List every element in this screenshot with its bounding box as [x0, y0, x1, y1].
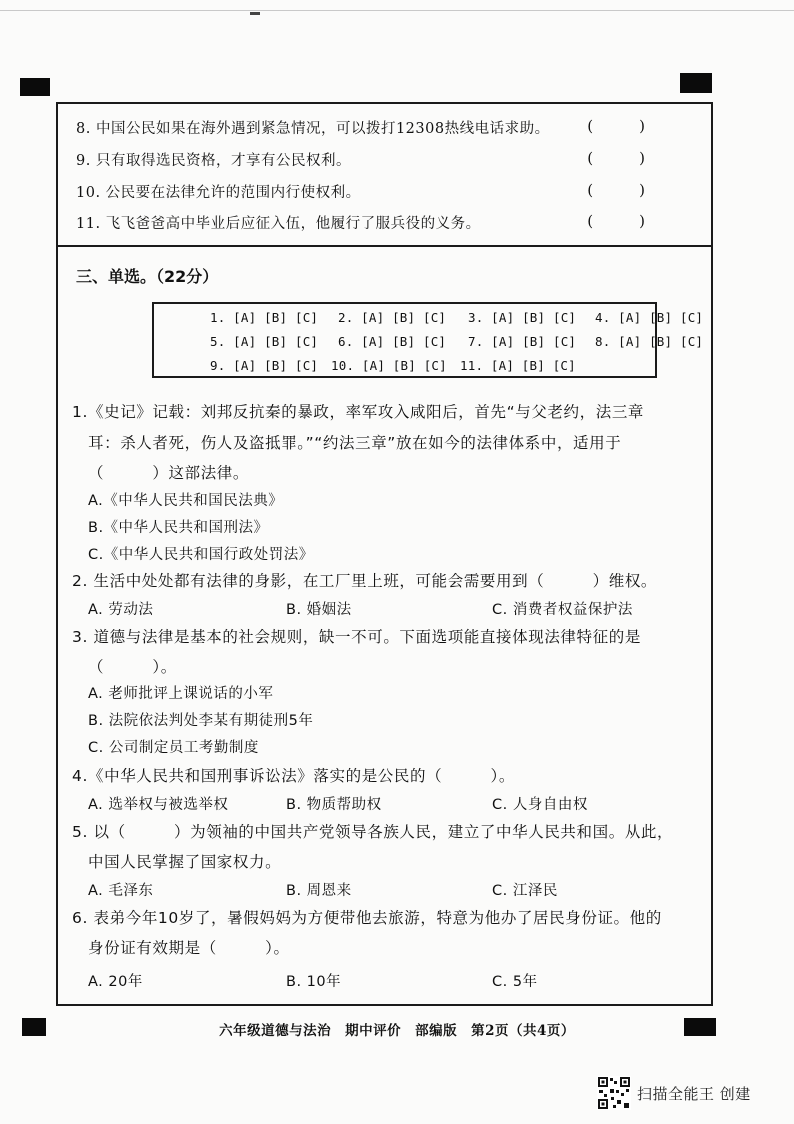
answer-paren-10[interactable]: () [587, 181, 691, 199]
answer-cell[interactable]: 8. [A] [B] [C] [595, 334, 704, 349]
option-b[interactable]: B. 周恩来 [286, 883, 352, 899]
answer-cell[interactable]: 11. [A] [B] [C] [460, 358, 576, 373]
option-b[interactable]: B. 物质帮助权 [286, 797, 382, 813]
answer-cell[interactable]: 9. [A] [B] [C] [210, 358, 319, 373]
answer-cell[interactable]: 5. [A] [B] [C] [210, 334, 319, 349]
question-5-line-1: 5. 以（ ）为领袖的中国共产党领导各族人民，建立了中华人民共和国。从此， [72, 823, 674, 841]
question-6-line-2: 身份证有效期是（ ）。 [88, 939, 290, 957]
option-c[interactable]: C. 江泽民 [492, 883, 558, 899]
option-b[interactable]: B. 10年 [286, 974, 342, 990]
answer-paren-11[interactable]: () [587, 212, 691, 230]
question-1-line-2: 耳：杀人者死，伤人及盗抵罪。”“约法三章”放在如今的法律体系中，适用于 [88, 434, 622, 452]
option-a[interactable]: A.《中华人民共和国民法典》 [88, 493, 284, 509]
answer-cell[interactable]: 4. [A] [B] [C] [595, 310, 704, 325]
tf-question-8: 8. 中国公民如果在海外遇到紧急情况，可以拨打12308热线电话求助。 [76, 121, 550, 137]
answer-grid [152, 302, 704, 378]
registration-mark-top-right [680, 73, 712, 93]
answer-cell[interactable]: 10. [A] [B] [C] [331, 358, 447, 373]
question-3-line-2: （ ）。 [88, 658, 177, 676]
tf-question-11: 11. 飞飞爸爸高中毕业后应征入伍，他履行了服兵役的义务。 [76, 216, 481, 232]
option-c[interactable]: C.《中华人民共和国行政处罚法》 [88, 547, 314, 563]
question-1-line-1: 1.《史记》记载：刘邦反抗秦的暴政，率军攻入咸阳后，首先“与父老约，法三章 [72, 403, 645, 421]
answer-cell[interactable]: 1. [A] [B] [C] [210, 310, 319, 325]
option-a[interactable]: A. 劳动法 [88, 602, 154, 618]
answer-cell[interactable]: 2. [A] [B] [C] [338, 310, 447, 325]
qr-code-icon [597, 1076, 631, 1110]
option-c[interactable]: C. 人身自由权 [492, 797, 588, 813]
scanner-watermark [597, 1076, 751, 1110]
question-3-line-1: 3. 道德与法律是基本的社会规则，缺一不可。下面选项能直接体现法律特征的是 [72, 628, 641, 646]
option-a[interactable]: A. 毛泽东 [88, 883, 154, 899]
section-title: 三、单选。（22分） [76, 267, 219, 286]
tf-question-10: 10. 公民要在法律允许的范围内行使权利。 [76, 185, 361, 201]
answer-cell[interactable]: 7. [A] [B] [C] [468, 334, 577, 349]
question-2-line-1: 2. 生活中处处都有法律的身影，在工厂里上班，可能会需要用到（ ）维权。 [72, 572, 658, 590]
answer-cell[interactable]: 3. [A] [B] [C] [468, 310, 577, 325]
option-a[interactable]: A. 老师批评上课说话的小军 [88, 686, 274, 702]
exam-frame [56, 102, 713, 1006]
option-a[interactable]: A. 20年 [88, 974, 143, 990]
question-6-line-1: 6. 表弟今年10岁了，暑假妈妈为方便带他去旅游，特意为他办了居民身份证。他的 [72, 909, 662, 927]
option-a[interactable]: A. 选举权与被选举权 [88, 797, 229, 813]
option-b[interactable]: B. 婚姻法 [286, 602, 352, 618]
option-b[interactable]: B.《中华人民共和国刑法》 [88, 520, 269, 536]
scanner-label: 扫描全能王 创建 [637, 1084, 751, 1103]
scan-top-edge [0, 10, 794, 11]
page-footer: 六年级道德与法治 期中评价 部编版 第2页（共4页） [219, 1023, 575, 1039]
section-divider [58, 245, 711, 247]
scan-mark [250, 12, 260, 15]
answer-paren-9[interactable]: () [587, 149, 691, 167]
option-c[interactable]: C. 5年 [492, 974, 538, 990]
option-b[interactable]: B. 法院依法判处李某有期徒刑5年 [88, 713, 314, 729]
tf-question-9: 9. 只有取得选民资格，才享有公民权利。 [76, 153, 351, 169]
answer-paren-8[interactable]: () [587, 117, 691, 135]
option-c[interactable]: C. 公司制定员工考勤制度 [88, 740, 259, 756]
question-5-line-2: 中国人民掌握了国家权力。 [88, 853, 282, 871]
question-1-line-3: （ ）这部法律。 [88, 464, 250, 482]
question-4-line-1: 4.《中华人民共和国刑事诉讼法》落实的是公民的（ ）。 [72, 767, 515, 785]
option-c[interactable]: C. 消费者权益保护法 [492, 602, 633, 618]
registration-mark-top-left [20, 78, 50, 96]
answer-cell[interactable]: 6. [A] [B] [C] [338, 334, 447, 349]
